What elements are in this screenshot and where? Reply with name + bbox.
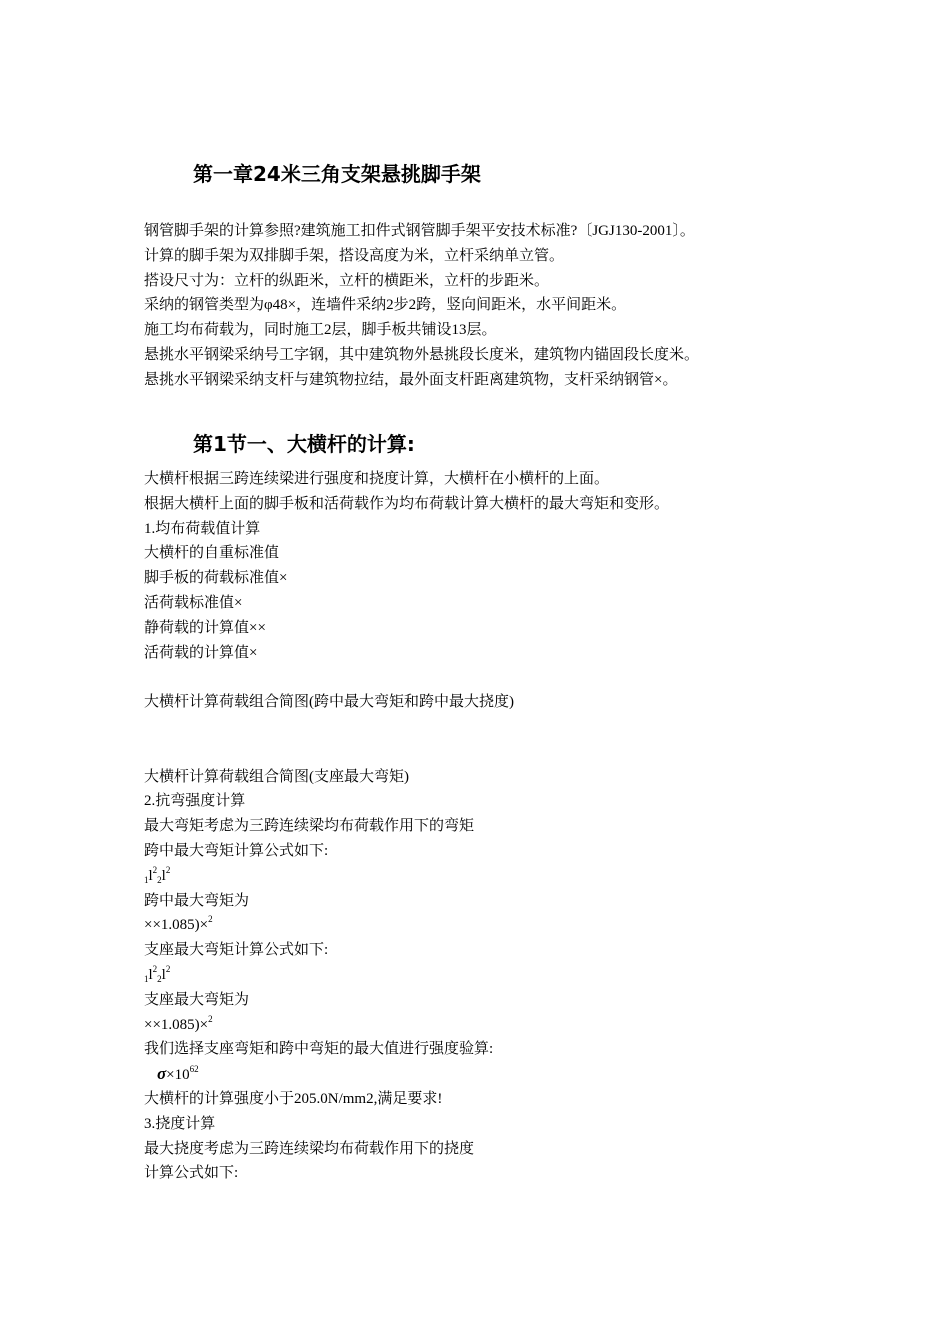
paragraph: 大横杆的自重标准值 — [144, 545, 280, 562]
paragraph: 最大挠度考虑为三跨连续梁均布荷载作用下的挠度 — [144, 1140, 475, 1157]
subheading: 3.挠度计算 — [144, 1115, 216, 1132]
paragraph: 大横杆根据三跨连续梁进行强度和挠度计算，大横杆在小横杆的上面。 — [144, 471, 610, 487]
formula: ××1.085)×$^2$ — [144, 1013, 213, 1033]
figure-caption: 大横杆计算荷载组合简图(支座最大弯矩) — [144, 768, 409, 785]
chapter-title: 第一章24米三角支架悬挑脚手架 — [193, 162, 481, 186]
formula: $\sigma\times 10^{62}$ — [144, 1062, 669, 1087]
paragraph: 脚手板的荷载标准值× — [144, 570, 288, 587]
formula: ××1.085)×$^2$ — [144, 914, 213, 934]
intro-line: 施工均布荷载为，同时施工2层，脚手板共铺设13层。 — [144, 322, 497, 339]
formula: $_1l^2_2l^2$ — [144, 864, 171, 885]
formula: $_1l^2_2l^2$ — [144, 963, 171, 984]
intro-line: 钢管脚手架的计算参照?建筑施工扣件式钢管脚手架平安技术标准?〔JGJ130-2001〕。 — [144, 223, 695, 239]
paragraph: 计算公式如下: — [144, 1165, 239, 1182]
sigma-symbol: σ — [157, 1064, 167, 1084]
paragraph: 大横杆的计算强度小于205.0N/mm2,满足要求! — [144, 1090, 443, 1107]
paragraph: 跨中最大弯矩计算公式如下: — [144, 842, 329, 859]
intro-line: 采纳的钢管类型为φ48×，连墙件采纳2步2跨，竖向间距米，水平间距米。 — [144, 297, 627, 314]
paragraph: 跨中最大弯矩为 — [144, 892, 250, 909]
paragraph: 最大弯矩考虑为三跨连续梁均布荷载作用下的弯矩 — [144, 818, 475, 835]
figure-caption: 大横杆计算荷载组合简图(跨中最大弯矩和跨中最大挠度) — [144, 694, 514, 711]
section-body — [144, 467, 669, 1186]
paragraph: 支座最大弯矩为 — [144, 991, 250, 1008]
intro-paragraphs — [144, 219, 699, 393]
paragraph: 静荷载的计算值×× — [144, 619, 266, 636]
subheading: 2.抗弯强度计算 — [144, 793, 246, 810]
intro-line: 搭设尺寸为：立杆的纵距米，立杆的横距米，立杆的步距米。 — [144, 272, 550, 289]
intro-line: 计算的脚手架为双排脚手架，搭设高度为米，立杆采纳单立管。 — [144, 247, 565, 264]
intro-line: 悬挑水平钢梁采纳支杆与建筑物拉结，最外面支杆距离建筑物，支杆采纳钢管×。 — [144, 371, 678, 388]
intro-line: 悬挑水平钢梁采纳号工字钢，其中建筑物外悬挑段长度米，建筑物内锚固段长度米。 — [144, 346, 700, 363]
paragraph: 活荷载标准值× — [144, 594, 243, 611]
paragraph: 我们选择支座弯矩和跨中弯矩的最大值进行强度验算: — [144, 1041, 494, 1058]
paragraph: 支座最大弯矩计算公式如下: — [144, 942, 329, 959]
paragraph: 根据大横杆上面的脚手板和活荷载作为均布荷载计算大横杆的最大弯矩和变形。 — [144, 495, 670, 512]
subheading: 1.均布荷载值计算 — [144, 520, 261, 537]
section-title: 第1节一、大横杆的计算: — [193, 432, 415, 456]
paragraph: 活荷载的计算值× — [144, 644, 258, 661]
